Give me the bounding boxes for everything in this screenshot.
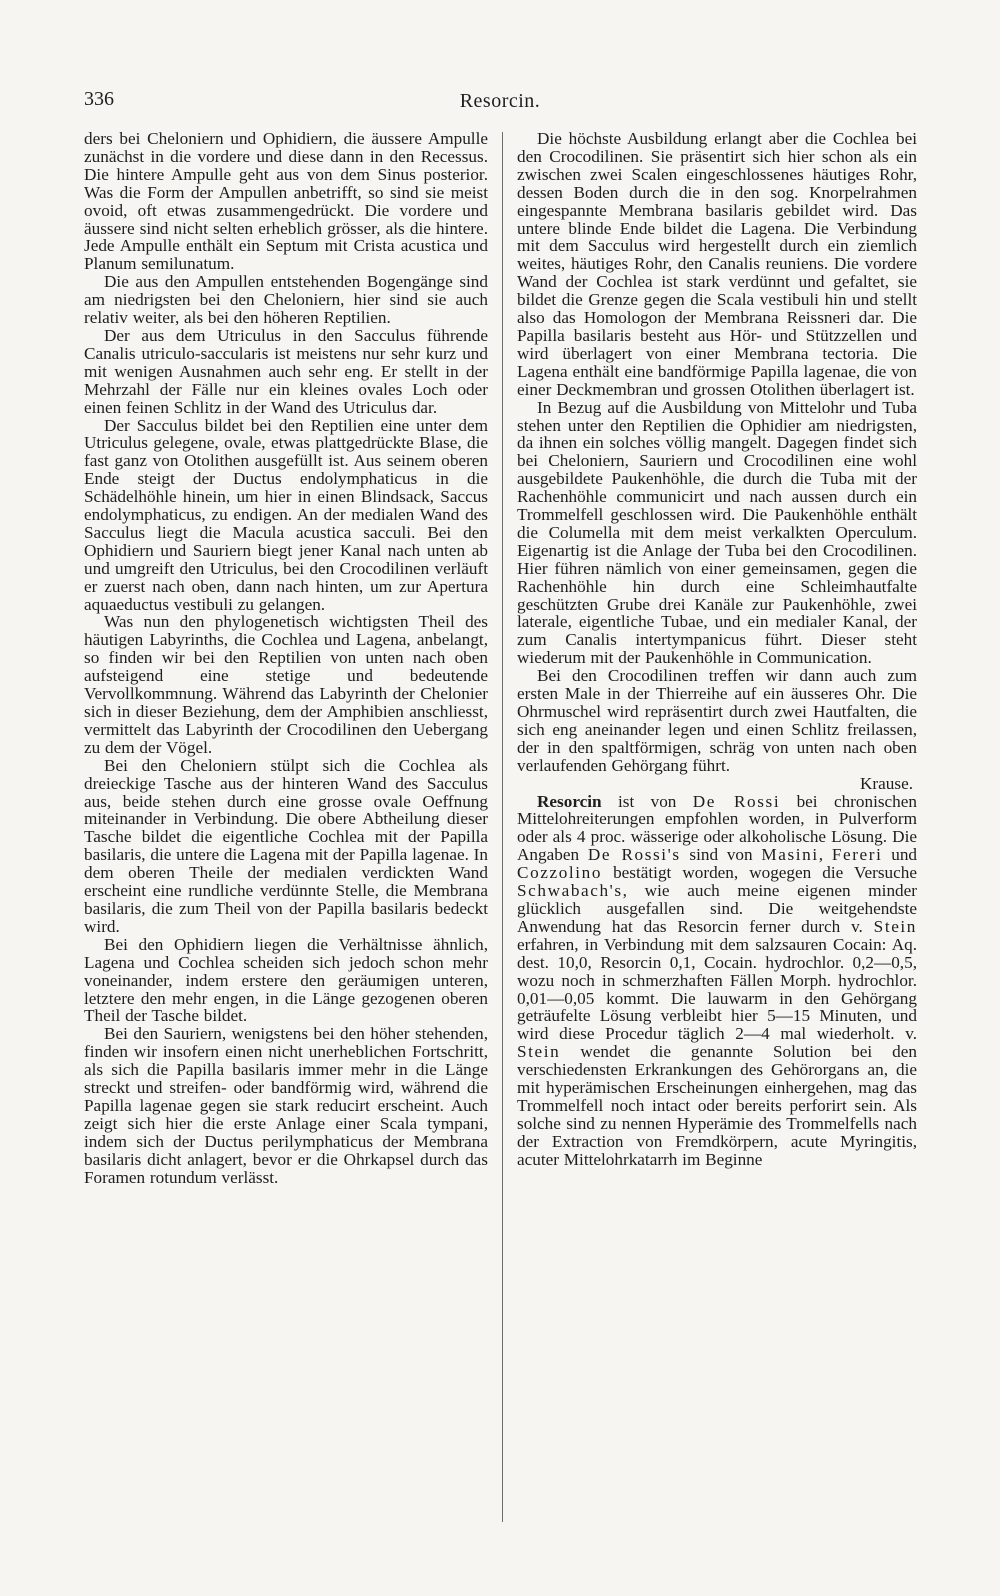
running-head	[84, 88, 916, 118]
entry-text: sind von	[680, 845, 762, 865]
paragraph: Bei den Cheloniern stülpt sich die Cochlea als dreieckige Tasche aus der hinteren Wand des Sacculus aus, beide stehen durch eine grosse ovale Oeffnung miteinander in Verbindung. Die obere Abtheilung dieser Tasche bildet die eigentliche Cochlea mit der Papilla basilaris, die untere die Lagena mit der Papilla lagenae. In dem oberen Theile der medialen verdickten Wand erscheint eine rundliche verdünnte Stelle, die Membrana basilaris, die zum Theil von der Papilla basilaris bedeckt wird.	[84, 755, 488, 936]
paragraph: Bei den Ophidiern liegen die Verhältnisse ähnlich, Lagena und Cochlea scheiden sich jedoch schon mehr voneinander, indem erstere den geräumigen unteren, letztere den mehr engen, in die Länge gezogenen oberen Theil der Tasche bildet.	[84, 934, 488, 1026]
left-column	[84, 130, 488, 1530]
paragraph: ders bei Cheloniern und Ophidiern, die äussere Ampulle zunächst in die vordere und diese dann in den Recessus. Die hintere Ampulle geht aus von dem Sinus posterior. Was die Form der Ampullen anbetrifft, so sind sie meist ovoid, oft etwas zusammengedrückt. Die vordere und äussere sind nicht selten erheblich grösser, als die hintere. Jede Ampulle enthält ein Septum mit Crista acustica und Planum semilunatum.	[84, 129, 488, 274]
entry-text: ,	[818, 845, 832, 865]
entry-text: ist von	[601, 791, 693, 811]
page-number: 336	[84, 88, 114, 110]
paragraph: Was nun den phylogenetisch wichtigsten Theil des häutigen Labyrinths, die Cochlea und Lagena, anbelangt, so finden wir bei den Reptilien von unten nach oben aufsteigend eine stetige und bedeutende Vervollkommnung. Während das Labyrinth der Chelonier sich in dieser Beziehung, dem der Amphibien anschliesst, vermittelt das Labyrinth der Crocodilinen den Uebergang zu dem der Vögel.	[84, 612, 488, 757]
author-name: De Rossi	[692, 791, 781, 811]
author-name: De Rossi's	[587, 845, 681, 865]
running-title: Resorcin.	[459, 90, 541, 112]
entry-text: und	[882, 845, 918, 865]
paragraph: Bei den Crocodilinen treffen wir dann auch zum ersten Male in der Thierreihe auf ein äusseres Ohr. Die Ohrmuschel wird repräsentirt durch zwei Hautfalten, die sich eng aneinander legen und einen Schlitz freilassen, der in den spaltförmigen, schräg von unten nach oben verlaufenden Gehörgang führt.	[517, 666, 917, 775]
entry-text: erfahren, in Verbindung mit dem salzsauren Cocain: Aq. dest. 10,0, Resorcin 0,1, Cocain. hydrochlor. 0,2—0,5, wozu noch in schmerzhaften Fällen Morph. hydrochlor. 0,01—0,05 kommt. Die lauwarm in den Gehörgang geträufelte Lösung verbleibt hier 5—15 Minuten, und wird diese Procedur täglich 2—4 mal wiederholt. v.	[517, 934, 917, 1044]
paragraph: Bei den Sauriern, wenigstens bei den höher stehenden, finden wir insofern einen nicht unerheblichen Fortschritt, als sich die Papilla basilaris immer mehr in die Länge streckt und streifen- oder bandförmig wird, während die Papilla lagenae gegen sie stark reducirt erscheint. Auch zeigt sich hier die erste Anlage einer Scala tympani, indem sich der Ductus perilymphaticus der Membrana basilaris dicht anlagert, bevor er die Ohrkapsel durch das Foramen rotundum verlässt.	[84, 1024, 488, 1187]
right-column	[517, 130, 917, 1530]
entry-headword: Resorcin	[537, 791, 602, 811]
entry-text: bestätigt worden, wogegen die Versuche	[602, 863, 917, 883]
entry-resorcin	[517, 793, 917, 1169]
paragraph: Der aus dem Utriculus in den Sacculus führende Canalis utriculo-saccularis ist meistens nur sehr kurz und mit wenigen Ausnahmen auch sehr eng. Er stellt in der Mehrzahl der Fälle nur ein kleines ovales Loch oder einen feinen Schlitz in der Wand des Utriculus dar.	[84, 325, 488, 417]
entry-text: wendet die genannte Solution bei den verschiedensten Erkrankungen des Gehörorgans an, die mit hyperämischen Erscheinungen einhergehen, mag das Trommelfell noch intact oder bereits perforirt sein. Als solche sind zu nennen Hyperämie des Trommelfells nach der Extraction von Fremdkörpern, acute Myringitis, acuter Mittelohrkatarrh im Beginne	[517, 1042, 917, 1169]
paragraph: In Bezug auf die Ausbildung von Mittelohr und Tuba stehen unter den Reptilien die Ophidier am niedrigsten, da ihnen ein solches völlig mangelt. Dagegen findet sich bei Cheloniern, Sauriern und Crocodilinen eine wohl ausgebildete Paukenhöhle, die durch die Tuba mit der Rachenhöhle communicirt und nach aussen durch ein Trommelfell geschlossen wird. Die Paukenhöhle enthält die Columella mit dem meist verkalkten Operculum. Eigenartig ist die Anlage der Tuba bei den Crocodilinen. Hier führen nämlich von einer gemeinsamen, gegen die Rachenhöhle hin durch eine Schleimhautfalte geschützten Grube drei Kanäle zur Paukenhöhle, zwei laterale, eigentliche Tubae, und ein medialer Kanal, der zum Canalis intertympanicus führt. Dieser steht wiederum mit der Paukenhöhle in Communication.	[517, 397, 917, 668]
author-name: Masini	[761, 845, 819, 865]
paragraph: Die aus den Ampullen entstehenden Bogengänge sind am niedrigsten bei den Cheloniern, hier sind sie auch relativ weiter, als bei den höheren Reptilien.	[84, 272, 488, 328]
column-divider	[502, 132, 503, 1522]
paragraph: Der Sacculus bildet bei den Reptilien eine unter dem Utriculus gelegene, ovale, etwas plattgedrückte Blase, die fast ganz von Otolithen ausgefüllt ist. Aus seinem oberen Ende steigt der Ductus endolymphaticus in die Schädelhöhle hinein, um hier in einen Blindsack, Saccus endolymphaticus, zu endigen. An der medialen Wand des Sacculus liegt die Macula acustica sacculi. Bei den Ophidiern und Sauriern biegt jener Kanal nach unten ab und umgreift den Utriculus, bei den Crocodilinen verläuft er zuerst nach oben, dann nach hinten, um zur Apertura aquaeductus vestibuli zu gelangen.	[84, 415, 488, 614]
author-name: Cozzolino	[517, 863, 603, 883]
author-name: Schwabach's	[517, 881, 623, 901]
author-name: Fereri	[831, 845, 883, 865]
entry-text: , wie auch meine eigenen minder glücklich ausgefallen sind. Die weitgehendste Anwendung hat das Resorcin ferner durch v.	[517, 881, 917, 936]
paragraph: Die höchste Ausbildung erlangt aber die Cochlea bei den Crocodilinen. Sie präsentirt sich hier schon als ein zwischen zwei Scalen eingeschlossenes häutiges Rohr, dessen Boden durch die in den sog. Knorpelrahmen eingespannte Membrana basilaris gebildet wird. Das untere blinde Ende bildet die Lagena. Die Verbindung mit dem Sacculus wird hergestellt durch ein ziemlich weites, häutiges Rohr, den Canalis reuniens. Die vordere Wand der Cochlea ist stark verdünnt und gefaltet, sie bildet die Grenze gegen die Scala vestibuli hin und stellt also das Homologon der Membrana Reissneri dar. Die Papilla basilaris besteht aus Hör- und Stützzellen und wird überlagert von einer Membrana tectoria. Die Lagena enthält eine bandförmige Papilla lagenae, die von einer Deckmembran und grossen Otolithen überlagert ist.	[517, 129, 917, 399]
author-name: Stein	[517, 1042, 561, 1062]
entry-text: bei chronischen Mittelohreiterungen empfohlen worden, in Pulverform oder als 4 proc. wässerige oder alkoholische Lösung. Die Angaben	[517, 791, 917, 865]
author-name: Stein	[873, 916, 917, 936]
author-signature: Krause.	[860, 773, 913, 793]
